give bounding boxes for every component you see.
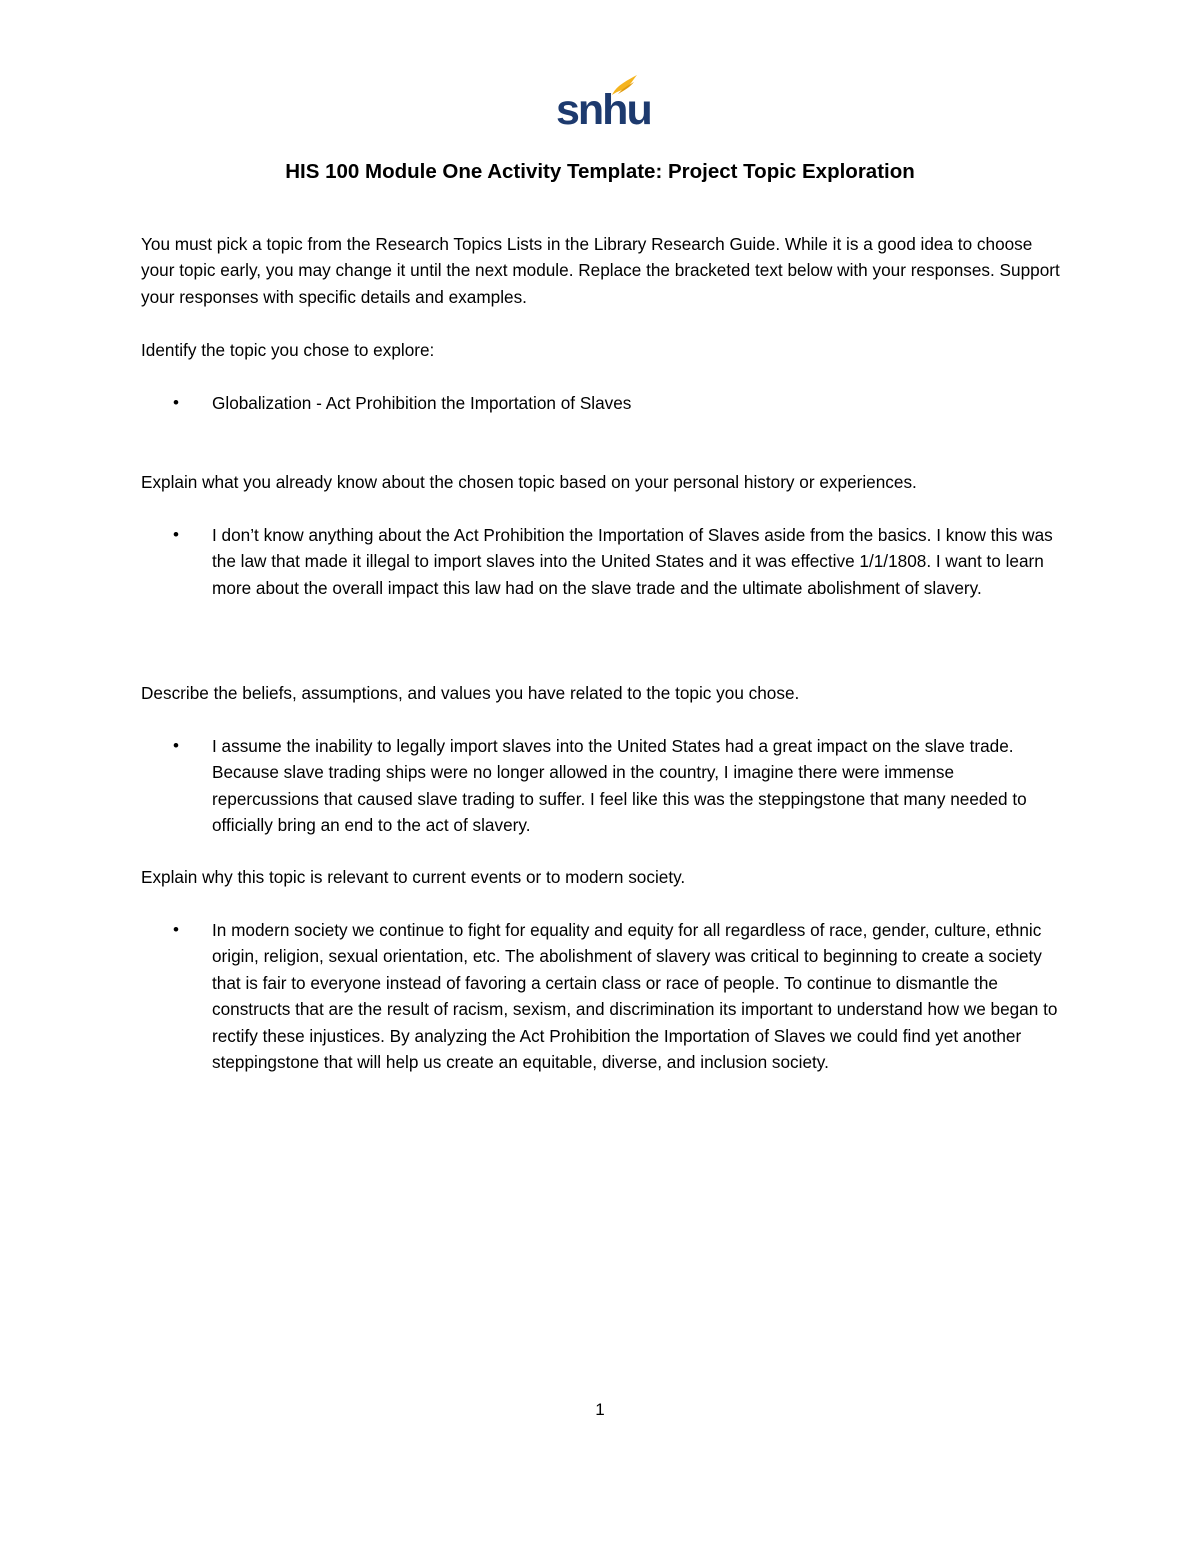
flame-icon <box>610 74 638 96</box>
bullet-icon: • <box>173 736 179 755</box>
answer-text: In modern society we continue to fight for equality and equity for all regardless of race, gender, culture, ethnic origin, religion, sexual orientation, etc. The abolishment of slavery was critical to beginning to create a society that is fair to everyone instead of favoring a certain class or race of people. To continue to dismantle the constructs that are the result of racism, sexism, and discrimination its important to understand how we began to rectify these injustices. By analyzing the Act Prohibition the Importation of Slaves we could find yet another steppingstone that will help us create an equitable, diverse, and inclusion society. <box>212 920 1058 1073</box>
answer-text: I don’t know anything about the Act Prohibition the Importation of Slaves aside from the basics. I know this was the law that made it illegal to import slaves into the United States and it was effective 1/1/1808. I want to learn more about the overall impact this law had on the slave trade and the ultimate abolishment of slavery. <box>212 525 1053 598</box>
document-title: HIS 100 Module One Activity Template: Project Topic Exploration <box>285 160 915 183</box>
intro-paragraph: You must pick a topic from the Research Topics Lists in the Library Research Guide. While it is a good idea to choose your topic early, you may change it until the next module. Replace the bracketed text below with your responses. Support your responses with specific details and examples. <box>141 234 1060 307</box>
logo-wordmark: snhu <box>556 86 651 134</box>
answer-text: I assume the inability to legally import slaves into the United States had a great impact on the slave trade. Because slave trading ships were no longer allowed in the country, I imagine there were immense repercussions that caused slave trading to suffer. I feel like this was the steppingstone that many needed to officially bring an end to the act of slavery. <box>212 736 1027 836</box>
bullet-icon: • <box>173 393 179 412</box>
prompt-knowledge: Explain what you already know about the chosen topic based on your personal history or experiences. <box>141 472 917 492</box>
answer-text: Globalization - Act Prohibition the Importation of Slaves <box>212 393 632 413</box>
prompt-beliefs: Describe the beliefs, assumptions, and values you have related to the topic you chose. <box>141 683 800 703</box>
snhu-logo <box>556 74 651 134</box>
bullet-icon: • <box>173 920 179 939</box>
page-number: 1 <box>595 1400 605 1419</box>
prompt-topic: Identify the topic you chose to explore: <box>141 340 435 360</box>
bullet-icon: • <box>173 525 179 544</box>
prompt-relevance: Explain why this topic is relevant to current events or to modern society. <box>141 867 686 887</box>
